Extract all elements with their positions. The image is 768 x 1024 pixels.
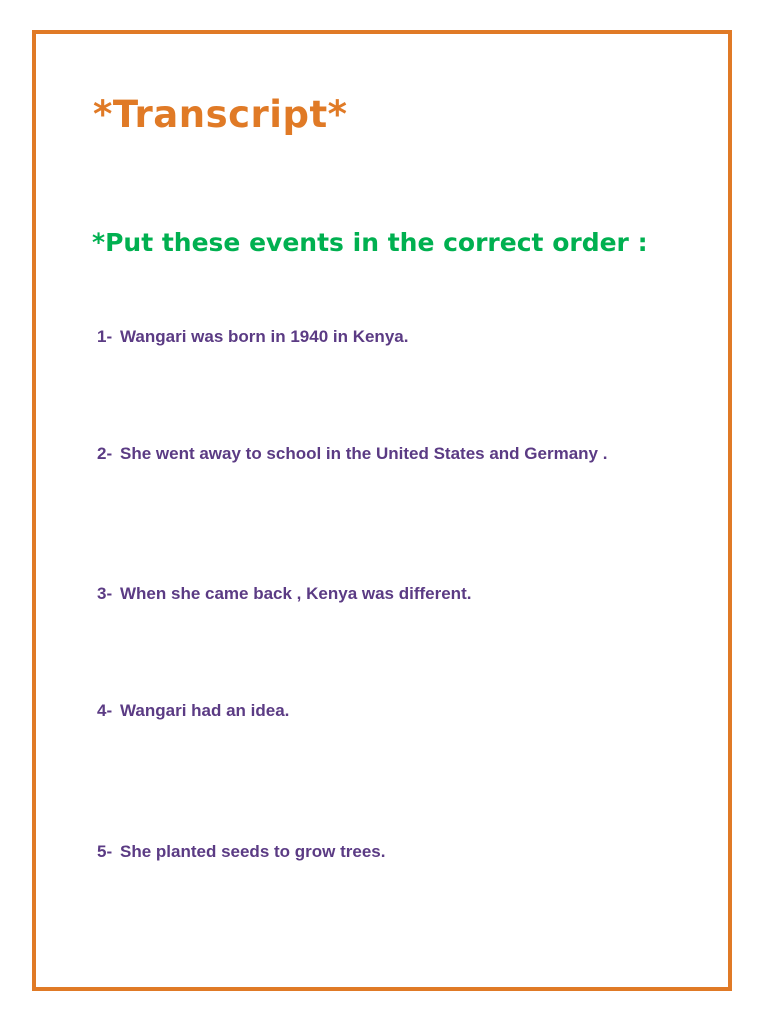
event-item-3 bbox=[97, 583, 471, 605]
event-number: 5- bbox=[97, 842, 113, 861]
event-text: Wangari had an idea. bbox=[120, 701, 290, 720]
event-text: Wangari was born in 1940 in Kenya. bbox=[120, 327, 409, 346]
event-text: She planted seeds to grow trees. bbox=[120, 842, 386, 861]
instruction-heading: *Put these events in the correct order : bbox=[92, 228, 648, 257]
page-title: *Transcript* bbox=[93, 93, 348, 136]
event-text: She went away to school in the United States and Germany . bbox=[120, 444, 608, 463]
event-number: 2- bbox=[97, 444, 113, 463]
event-text: When she came back , Kenya was different. bbox=[120, 584, 472, 603]
event-number: 1- bbox=[97, 327, 113, 346]
event-number: 3- bbox=[97, 584, 113, 603]
event-item-2 bbox=[97, 443, 607, 465]
event-number: 4- bbox=[97, 701, 113, 720]
event-item-4 bbox=[97, 700, 289, 722]
event-item-1 bbox=[97, 326, 408, 348]
event-item-5 bbox=[97, 841, 385, 863]
